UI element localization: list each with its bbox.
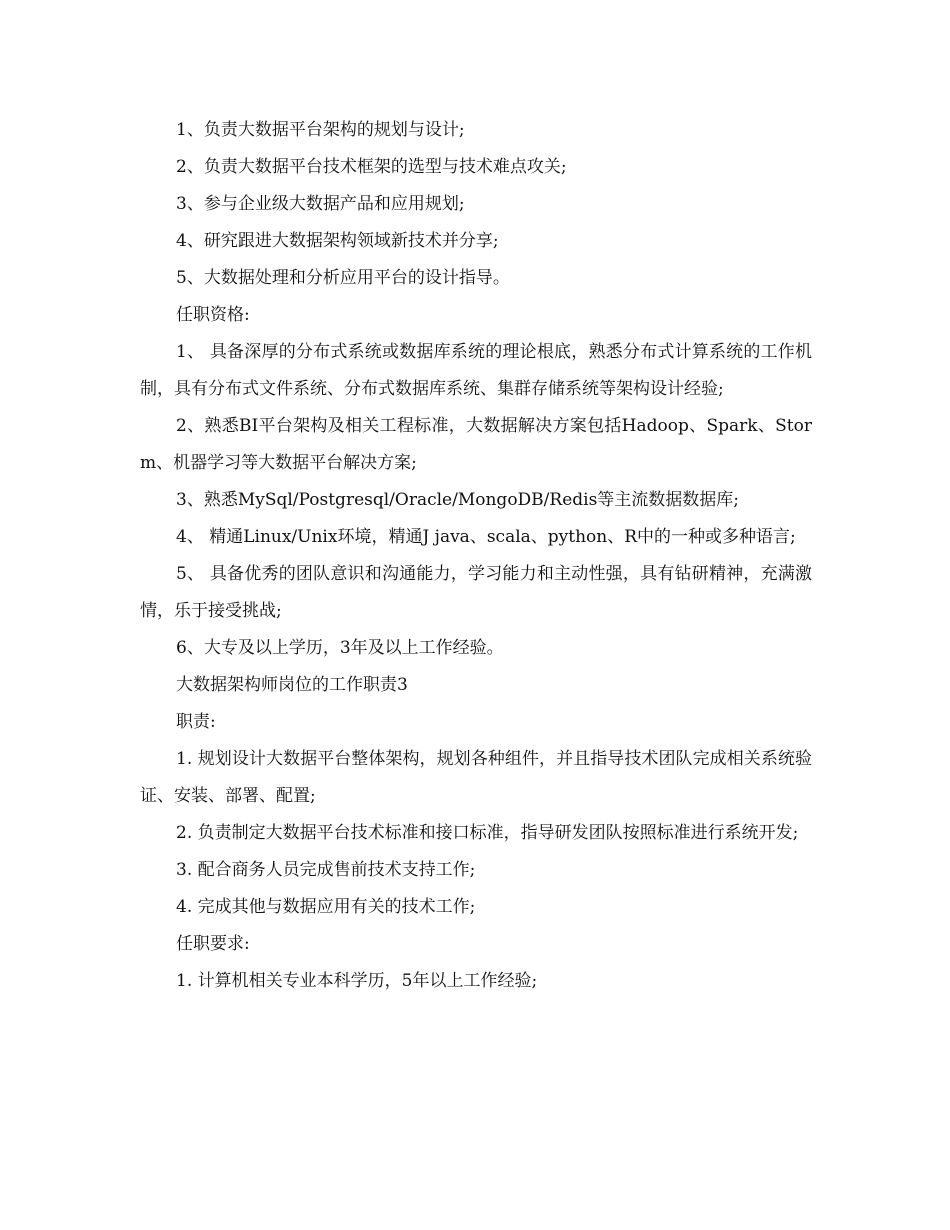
duty-item-5: 5、大数据处理和分析应用平台的设计指导。 <box>176 268 510 288</box>
qualification-item-2: 2、熟悉BI平台架构及相关工程标准，大数据解决方案包括Hadoop、Spark、Storm、机器学习等大数据平台解决方案; <box>140 416 812 473</box>
responsibility-item-2: 2. 负责制定大数据平台技术标准和接口标准，指导研发团队按照标准进行系统开发; <box>176 823 799 843</box>
duty-item-1: 1、负责大数据平台架构的规划与设计; <box>176 120 465 140</box>
responsibility-item-4: 4. 完成其他与数据应用有关的技术工作; <box>176 897 476 917</box>
qualification-item-5: 5、 具备优秀的团队意识和沟通能力，学习能力和主动性强，具有钻研精神，充满激情，乐于接受挑战; <box>140 564 812 621</box>
responsibility-item-3: 3. 配合商务人员完成售前技术支持工作; <box>176 860 476 880</box>
requirement-item-1: 1. 计算机相关专业本科学历，5年以上工作经验; <box>176 971 538 991</box>
qualification-item-6: 6、大专及以上学历，3年及以上工作经验。 <box>176 638 504 658</box>
qualification-item-3: 3、熟悉MySql/Postgresql/Oracle/MongoDB/Redis等主流数据数据库; <box>176 490 740 510</box>
qualifications-heading: 任职资格: <box>176 305 250 325</box>
responsibility-item-1: 1. 规划设计大数据平台整体架构，规划各种组件，并且指导技术团队完成相关系统验证、安装、部署、配置; <box>140 749 812 806</box>
qualification-item-4: 4、 精通Linux/Unix环境，精通J java、scala、python、R中的一种或多种语言; <box>176 527 796 547</box>
requirements-heading: 任职要求: <box>176 934 250 954</box>
document-body <box>140 112 812 1000</box>
section-title-3: 大数据架构师岗位的工作职责3 <box>176 675 408 695</box>
responsibilities-heading: 职责: <box>176 712 216 732</box>
duty-item-2: 2、负责大数据平台技术框架的选型与技术难点攻关; <box>176 157 567 177</box>
duty-item-4: 4、研究跟进大数据架构领域新技术并分享; <box>176 231 499 251</box>
qualification-item-1: 1、 具备深厚的分布式系统或数据库系统的理论根底，熟悉分布式计算系统的工作机制，具有分布式文件系统、分布式数据库系统、集群存储系统等架构设计经验; <box>140 342 812 399</box>
duty-item-3: 3、参与企业级大数据产品和应用规划; <box>176 194 465 214</box>
